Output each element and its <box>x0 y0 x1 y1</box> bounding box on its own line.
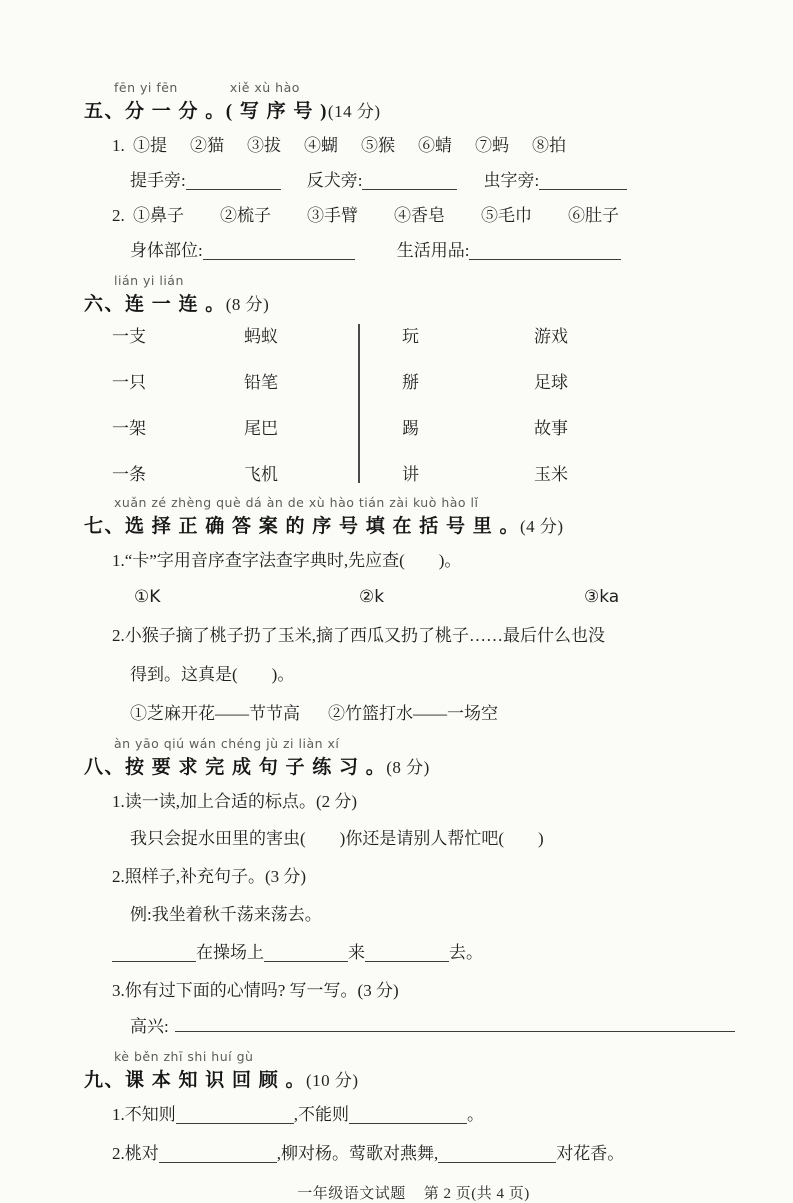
section-title-text: 五、分 一 分 。( 写 序 号 ) <box>84 101 328 122</box>
category-group <box>130 240 355 263</box>
s5-q2-items <box>133 205 619 228</box>
answer-blank <box>539 175 627 190</box>
option: ②k <box>359 586 385 607</box>
emotion-label: 高兴: <box>130 1017 169 1037</box>
option: ①芝麻开花——节节高 <box>130 703 300 723</box>
section-6-title <box>84 289 743 316</box>
s7-q2-line1: 2.小猴子摘了桃子扔了玉米,摘了西瓜又扔了桃子……最后什么也没 <box>112 625 605 645</box>
item: ⑥蜻 <box>418 136 452 155</box>
s8-q1-sentence: 我只会捉水田里的害虫( )你还是请别人帮忙吧( ) <box>130 829 544 849</box>
item: ③手臂 <box>307 205 358 225</box>
section-6-matching <box>84 273 743 485</box>
section-title-text: 九、课 本 知 识 回 顾 。 <box>84 1070 307 1092</box>
section-5-sorting <box>84 80 743 263</box>
question-number: 2. <box>112 205 125 225</box>
answer-blank <box>469 245 621 260</box>
object-word: 故事 <box>534 418 568 438</box>
object-word: 玉米 <box>534 464 568 484</box>
section-score: (10 分) <box>306 1071 359 1091</box>
section-6-pinyin <box>114 273 743 288</box>
s8-q3-prompt: 3.你有过下面的心情吗? 写一写。(3 分) <box>112 981 399 1001</box>
radical-label: 反犬旁: <box>306 170 363 190</box>
item: ②猫 <box>190 136 224 155</box>
pinyin-text: lián yi lián <box>114 272 184 288</box>
s7-q2-line2: 得到。这真是( )。 <box>130 664 295 684</box>
section-5-title <box>84 96 743 123</box>
fill-text: 来 <box>348 943 365 963</box>
measure-word: 一架 <box>112 418 146 438</box>
s9-q2-line <box>112 1143 743 1166</box>
fill-text: ,不能则 <box>293 1105 349 1125</box>
measure-word: 一条 <box>112 464 146 484</box>
section-title-text: 六、连 一 连 。 <box>84 293 226 315</box>
pinyin-text: kè běn zhī shi huí gù <box>114 1049 254 1065</box>
s8-q2-example: 例:我坐着秋千荡来荡去。 <box>130 905 322 925</box>
answer-blank <box>175 1017 735 1032</box>
fill-text: 2.桃对 <box>112 1144 159 1163</box>
exam-title: 一年级语文试题 <box>297 1185 406 1202</box>
matching-exercise <box>112 322 743 485</box>
section-8-sentence-practice <box>84 736 743 1040</box>
section-8-pinyin <box>114 736 743 751</box>
radical-group <box>130 170 281 193</box>
item: ①提 <box>133 136 167 155</box>
item: ③拔 <box>247 136 281 155</box>
section-score: (8 分) <box>386 757 430 777</box>
answer-blank <box>438 1148 556 1163</box>
measure-word: 一只 <box>112 372 146 392</box>
pinyin-text: àn yāo qiú wán chéng jù zi liàn xí <box>114 735 340 751</box>
fill-text: 在操场上 <box>196 943 264 963</box>
item: ⑧拍 <box>532 136 566 155</box>
answer-blank <box>159 1148 277 1163</box>
answer-blank <box>362 175 457 190</box>
page-number: 第 2 页(共 4 页) <box>423 1185 530 1202</box>
section-9-textbook-review <box>84 1049 743 1166</box>
pinyin-text: xiě xù hào <box>229 80 300 95</box>
item: ⑦蚂 <box>475 136 509 155</box>
radical-label: 提手旁: <box>130 170 186 190</box>
option: ②竹篮打水——一场空 <box>328 703 498 723</box>
section-7-pinyin <box>114 495 743 510</box>
s5-q1-items <box>133 135 566 158</box>
section-9-pinyin <box>114 1049 743 1064</box>
answer-blank <box>112 947 196 962</box>
noun-word: 蚂蚁 <box>244 326 278 346</box>
page-footer <box>84 1182 743 1203</box>
item: ⑤毛巾 <box>481 205 532 225</box>
noun-word: 铅笔 <box>244 372 278 392</box>
noun-word: 飞机 <box>244 464 278 484</box>
answer-blank <box>203 245 355 260</box>
item: ④香皂 <box>394 205 445 225</box>
item: ④蝴 <box>304 136 338 155</box>
s9-q1-line <box>112 1104 743 1127</box>
fill-text: 去。 <box>449 943 483 963</box>
item: ⑥肚子 <box>568 205 619 225</box>
measure-word: 一支 <box>112 326 146 346</box>
section-7-multiple-choice <box>84 495 743 726</box>
section-7-title <box>84 511 743 538</box>
section-title-text: 八、按 要 求 完 成 句 子 练 习 。 <box>84 756 387 778</box>
item: ①鼻子 <box>133 205 184 225</box>
s5-q2-answer-line <box>130 240 743 263</box>
question-number: 1. <box>112 136 125 155</box>
fill-text: 1.不知则 <box>112 1105 176 1125</box>
option: ①K <box>134 586 161 607</box>
answer-blank <box>186 175 281 190</box>
section-9-title <box>84 1065 743 1092</box>
divider-line <box>358 324 360 483</box>
section-score: (8 分) <box>225 294 270 314</box>
object-word: 足球 <box>534 372 568 392</box>
s7-q2-options <box>130 703 498 726</box>
section-5-pinyin <box>114 80 743 95</box>
verb-word: 踢 <box>402 418 419 438</box>
radical-label: 虫字旁: <box>483 170 540 190</box>
fill-text: 。 <box>467 1105 484 1125</box>
section-8-title <box>84 752 743 779</box>
category-label: 身体部位: <box>130 240 203 260</box>
s8-q1-prompt: 1.读一读,加上合适的标点。(2 分) <box>112 791 358 811</box>
s5-q1-answer-line <box>130 170 743 193</box>
verb-word: 玩 <box>402 326 419 346</box>
option: ③ka <box>584 586 620 607</box>
pinyin-text: fēn yi fēn <box>114 80 178 95</box>
radical-group <box>483 170 627 193</box>
radical-group <box>307 170 458 193</box>
s7-q1-options <box>134 587 743 607</box>
s8-q2-fill-line <box>112 942 743 965</box>
s5-q1-items-line <box>112 135 743 158</box>
answer-blank <box>365 947 449 962</box>
section-title-text: 七、选 择 正 确 答 案 的 序 号 填 在 括 号 里 。 <box>84 515 521 537</box>
s8-q2-prompt: 2.照样子,补充句子。(3 分) <box>112 867 307 887</box>
s5-q2-items-line <box>112 205 743 228</box>
s7-q1-text: 1.“卡”字用音序查字法查字典时,先应查( )。 <box>112 550 462 570</box>
matching-grid <box>112 322 743 485</box>
verb-word: 掰 <box>402 372 419 392</box>
item: ⑤猴 <box>361 136 395 155</box>
fill-text: ,柳对杨。莺歌对燕舞, <box>276 1144 439 1163</box>
s8-q3-answer-line <box>130 1016 743 1039</box>
object-word: 游戏 <box>534 326 568 346</box>
noun-word: 尾巴 <box>244 418 278 438</box>
verb-word: 讲 <box>402 464 419 484</box>
pinyin-text: xuǎn zé zhèng què dá àn de xù hào tián zài kuò hào lǐ <box>114 494 479 510</box>
section-score: (14 分) <box>327 102 381 121</box>
item: ②梳子 <box>220 205 271 225</box>
section-score: (4 分) <box>520 516 564 536</box>
category-group <box>397 240 622 263</box>
category-label: 生活用品: <box>396 240 470 260</box>
answer-blank <box>264 947 348 962</box>
fill-text: 对花香。 <box>556 1144 625 1163</box>
